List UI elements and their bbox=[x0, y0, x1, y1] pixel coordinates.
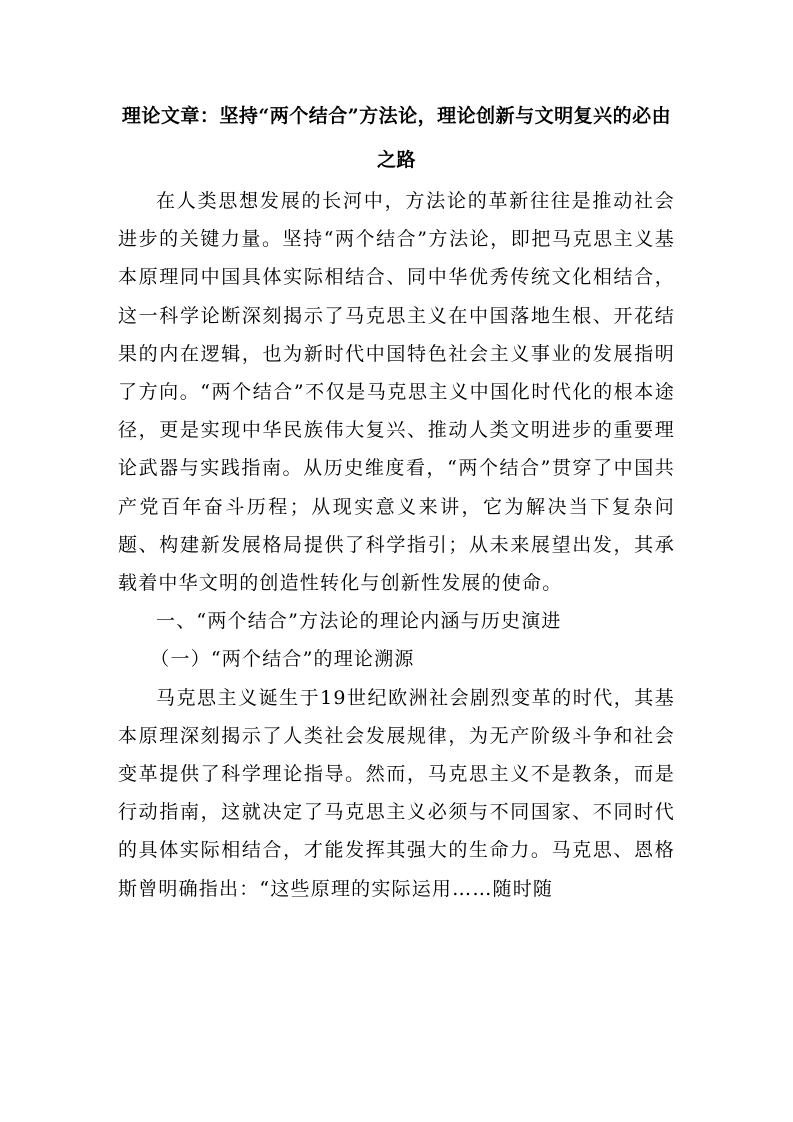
intro-paragraph: 在人类思想发展的长河中，方法论的革新往往是推动社会进步的关键力量。坚持“两个结合”方法论，即把马克思主义基本原理同中国具体实际相结合、同中华优秀传统文化相结合，这一科学论断深刻揭示了马克思主义在中国落地生根、开花结果的内在逻辑，也为新时代中国特色社会主义事业的发展指明了方向。“两个结合”不仅是马克思主义中国化时代化的根本途径，更是实现中华民族伟大复兴、推动人类文明进步的重要理论武器与实践指南。从历史维度看，“两个结合”贯穿了中国共产党百年奋斗历程；从现实意义来讲，它为解决当下复杂问题、构建新发展格局提供了科学指引；从未来展望出发，其承载着中华文明的创造性转化与创新性发展的使命。 bbox=[118, 190, 675, 595]
subsection-heading: （一）“两个结合”的理论溯源 bbox=[150, 648, 415, 671]
document-body bbox=[118, 94, 675, 908]
body-paragraph: 马克思主义诞生于19世纪欧洲社会剧烈变革的时代，其基本原理深刻揭示了人类社会发展规律，为无产阶级斗争和社会变革提供了科学理论指导。然而，马克思主义不是教条，而是行动指南，这就决定了马克思主义必须与不同国家、不同时代的具体实际相结合，才能发挥其强大的生命力。马克思、恩格斯曾明确指出：“这些原理的实际运用……随时随 bbox=[118, 686, 675, 900]
article-title: 理论文章：坚持“两个结合”方法论，理论创新与文明复兴的必由之路 bbox=[121, 105, 672, 171]
section-heading: 一、“两个结合”方法论的理论内涵与历史演进 bbox=[156, 610, 562, 633]
